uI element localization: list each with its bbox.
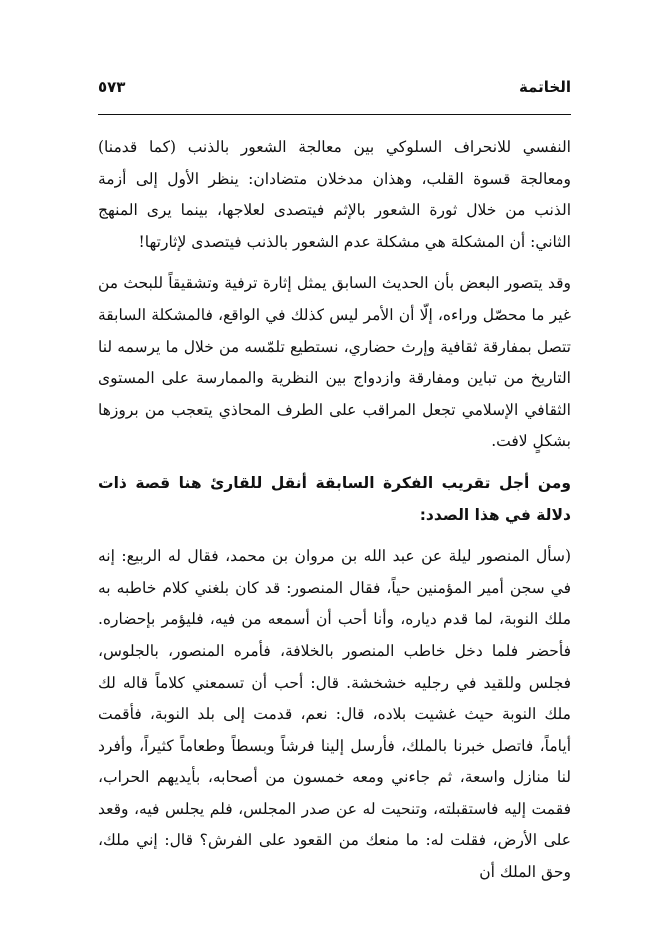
quoted-story-paragraph: (سأل المنصور ليلة عن عبد الله بن مروان بن محمد، فقال له الربيع: إنه في سجن أمير المؤمنين حياً، فقال المنصور: قد كان بلغني كلام خاطبه به ملك النوبة، لما قدم دياره، وأنا أحب أن أسمعه من فيه، فليؤمر بإحضاره. فأحضر فلما دخل خاطب المنصور بالخلافة، فأمره المنصور، بالجلوس، فجلس وللقيد في رجليه خشخشة. قال: أحب أن تسمعني كلاماً قاله لك ملك النوبة حيث غشيت بلاده، قال: نعم، قدمت إلى بلد النوبة، فأقمت أياماً، فاتصل خبرنا بالملك، فأرسل إلينا فرشاً وبسطاً وطعاماً كثيراً، وأفرد لنا منازل واسعة، ثم جاءني ومعه خمسون من أصحابه، بأيديهم الحراب، فقمت إليه فاستقبلته، وتنحيت له عن صدر المجلس، فلم يجلس فيه، وقعد على الأرض، فقلت له: ما منعك من القعود على الفرش؟ قال: إني ملك، وحق الملك أن [98,547,571,882]
running-header [98,74,571,100]
bold-paragraph: ومن أجل تقريب الفكرة السابقة أنقل للقارئ هنا قصة ذات دلالة في هذا الصدد: [98,473,571,524]
page-number: ٥٧٣ [98,78,126,96]
page-body [98,132,571,889]
paragraph: وقد يتصور البعض بأن الحديث السابق يمثل إثارة ترفية وتشقيقاً للبحث من غير ما محصّل وراءه، إلّا أن الأمر ليس كذلك في الواقع، فالمشكلة السابقة تتصل بمفارقة ثقافية وإرث حضاري، نستطيع تلمّسه من خلال ما يرسمه لنا التاريخ من تباين ومفارقة وازدواج بين النظرية والممارسة على المستوى الثقافي الإسلامي تجعل المراقب على الطرف المحاذي يتعجب من بروزها بشكلٍ لافت. [98,274,571,451]
chapter-title: الخاتمة [518,78,571,96]
paragraph: النفسي للانحراف السلوكي بين معالجة الشعور بالذنب (كما قدمنا) ومعالجة قسوة القلب، وهذان مدخلان متضادان: ينظر الأول إلى أزمة الذنب من خلال ثورة الشعور بالإثم فيتصدى لعلاجها، بينما يرى المنهج الثاني: أن المشكلة هي مشكلة عدم الشعور بالذنب فيتصدى لإثارتها! [98,138,571,251]
header-rule [98,114,571,115]
